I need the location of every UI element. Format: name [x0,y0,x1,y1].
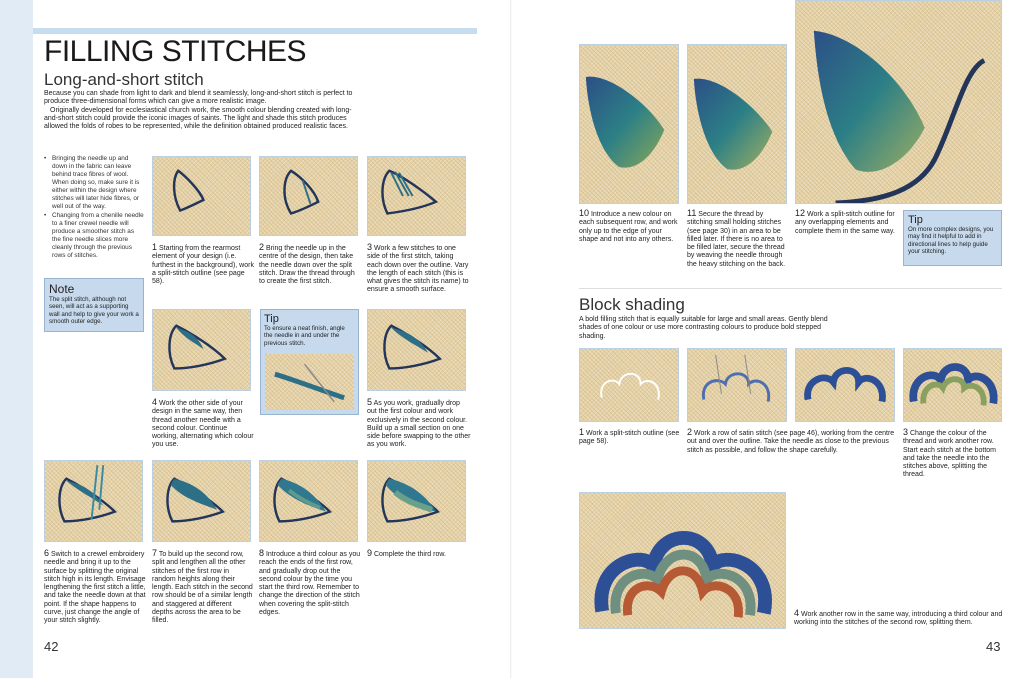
step-caption: 8 Introduce a third colour as you reach the ends of the first row, and gradually drop out the second colour by the time you start the third row. Remember to change the direction of the stitch when covering the split-stitch edges. [259,548,361,617]
header-bar [33,28,477,34]
tip-text: On more complex designs, you may find it helpful to add in directional lines to help guide your stitching. [908,226,994,256]
block-step-1-photo [579,348,679,422]
page-number-left: 42 [44,639,59,654]
leaf-outline-icon [368,157,465,235]
step-caption: 1 Work a split-stitch outline (see page 58). [579,427,680,446]
step-caption: 4 Work another row in the same way, introducing a third colour and working into the stitches of the second row, splitting them. [794,608,1003,627]
note-heading: Note [49,282,75,296]
step-6-photo [44,460,143,542]
section-divider [579,288,1002,289]
intro-text [44,90,356,131]
step-4-photo [152,309,251,391]
step-3-photo [367,156,466,236]
bullet-item: • Bringing the needle up and down in the fabric can leave behind trace fibres of wool. When doing so, make sure it is either within the design where stitches will later hide fibres, or well out of the way. [44,155,144,211]
cloud-fill-icon [796,349,894,421]
step-1-photo [152,156,251,236]
cloud-rainbow-icon [580,493,785,628]
tip-text: To ensure a neat finish, angle the needle in and under the previous stitch. [264,325,345,347]
leaf-needle-icon [45,461,142,541]
step-caption: 5 As you work, gradually drop out the first colour and work exclusively in the second colour. Build up a small section on one side before swapping to the other as you work. [367,397,471,449]
step-caption: 11 Secure the thread by stitching small holding stitches (see page 30) in an area to be filled later. If there is no area to be filled later, secure the thread by weaving the needle through the heavy stitching on the back. [687,208,786,268]
step-caption: 2 Work a row of satin stitch (see page 46), working from the centre out and over the outline. Take the needle as close to the previous stitch as possible, and follow the shape carefully. [687,427,895,454]
tip-heading: Tip [908,214,923,226]
step-7-photo [152,460,251,542]
leaf-outline-icon [260,157,357,235]
tip-box [260,309,359,415]
block-step-3b-photo [903,348,1002,422]
bullet-item: • Changing from a chenille needle to a finer crewel needle will produce a smoother stitch as the fine needle slices more cleanly through the previous rows of stitches. [44,212,144,260]
tip-photo [265,354,354,410]
page-number-right: 43 [986,639,1001,654]
cloud-fill-icon [904,349,1001,421]
leaf-partial-fill-icon [368,461,465,541]
leaf-partial-fill-icon [260,461,357,541]
step-caption: 3 Change the colour of the thread and work another row. Start each stitch at the bottom and take the needle into the stitches above, splitting the thread. [903,427,996,479]
step-caption: 10 Introduce a new colour on each subsequent row, and work only up to the edge of your shape and not into any others. [579,208,678,243]
page-title: FILLING STITCHES [44,35,307,68]
step-10-photo [579,44,679,204]
step-caption: 12 Work a split-stitch outline for any overlapping elements and complete them in the same way. [795,208,895,235]
step-caption: 3 Work a few stitches to one side of the first stitch, taking each down over the outline. Vary the length of each stitch (this is what gives the stitch its name) to ensure a smooth surface. [367,242,469,294]
intro-paragraph-1: Because you can shade from light to dark and blend it seamlessly, long-and-short stitch is perfect to produce three-dimensional forms which can give a more realistic image. [44,90,353,106]
step-9-photo [367,460,466,542]
section-title-long-and-short: Long-and-short stitch [44,70,204,89]
page-spine-band [0,0,33,678]
cloud-outline-icon [688,349,786,421]
step-caption: 7 To build up the second row, split and lengthen all the other stitches of the first row in random heights along their length. Each stitch in the second row should be of a similar length and staggered at different depths across the area to be filled. [152,548,253,625]
leaf-partial-fill-icon [368,310,465,390]
block-step-4-photo [579,492,786,629]
note-box [44,278,144,332]
section-title-block-shading: Block shading [579,295,685,314]
step-8-photo [259,460,358,542]
block-shading-intro: A bold filling stitch that is equally suitable for large and small areas. Gently blend shades of one colour or use more contrasting colours to produce bold stepped shading. [579,316,828,340]
step-caption: 4 Work the other side of your design in the same way, then thread another needle with a second colour. Continue working, alternating which colour you use. [152,397,254,449]
step-caption: 1 Starting from the rearmost element of your design (i.e. furthest in the background), work a split-stitch outline (see page 58). [152,242,254,286]
step-caption: 9 Complete the third row. [367,548,446,558]
block-step-2-photo [687,348,787,422]
tips-bullet-list [44,155,144,261]
step-12-photo [795,0,1002,204]
step-5-photo [367,309,466,391]
note-text: The split stitch, although not seen, will act as a supporting wall and help to give your work a smooth outer edge. [49,296,139,326]
step-2-photo [259,156,358,236]
step-caption: 2 Bring the needle up in the centre of the design, then take the needle down over the split stitch. Draw the thread through to create the first stitch. [259,242,355,286]
tip-box-right [903,210,1002,266]
intro-paragraph-2: Originally developed for ecclesiastical church work, the smooth colour blending created with long-and-short stitch could provide the iconic images of saints. The light and shade this stitch produces allowed the folds of robes to be represented, while the definition obtained produced realistic faces. [44,106,352,131]
leaf-partial-fill-icon [153,310,250,390]
leaf-partial-fill-icon [153,461,250,541]
needle-icon [265,354,354,410]
cloud-outline-icon [580,349,678,421]
page-gutter [510,0,512,678]
leaf-with-stem-icon [796,1,1001,203]
step-11-photo [687,44,787,204]
leaf-shaded-icon [580,45,678,203]
block-step-3-photo [795,348,895,422]
step-caption: 6 Switch to a crewel embroidery needle and bring it up to the surface by splitting the original stitch high in its length. Envisage lengthening the first stitch a little, and take the needle down at that point. If the shape happens to curve, just change the angle of your stitch slightly. [44,548,146,625]
leaf-outline-icon [153,157,250,235]
tip-heading: Tip [264,313,279,325]
leaf-shaded-icon [688,45,786,203]
